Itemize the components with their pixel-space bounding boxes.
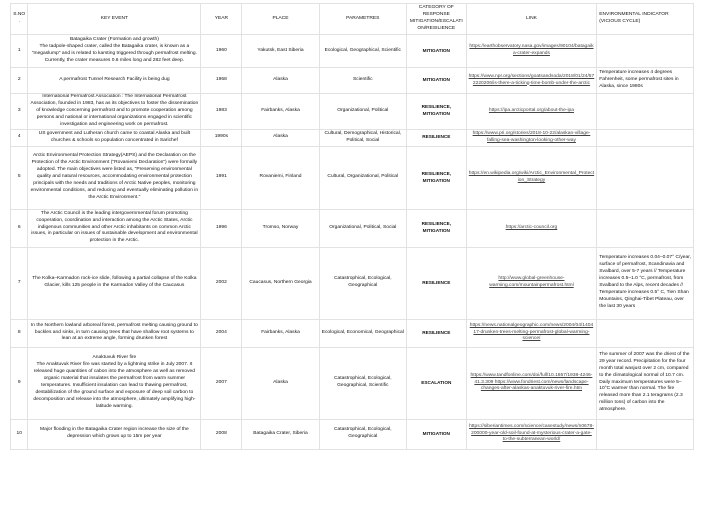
header-place: PLACE xyxy=(242,4,319,35)
table-row xyxy=(11,146,694,209)
parametres-cell: Ecological, Economical, Geographical xyxy=(319,319,406,347)
year-cell: 2004 xyxy=(201,319,242,347)
category-cell: MITIGATION xyxy=(406,68,466,94)
events-table xyxy=(10,3,694,450)
key-event-cell: Arctic Environmental Protection Strategy(AEPS) and the Declaration on the Protection of the Arctic Environment ("Rovaniemi Declaration") were formally adopted. The main objectives were listed as, "Preserving environmental quality and natural resources, accommodating environmental protection principals with the needs and traditions of Arctic Native peoples, monitoring environmental conditions, and reducing and eventually eliminating pollution in the Arctic Environment." xyxy=(28,146,201,209)
table-row xyxy=(11,68,694,94)
source-link[interactable]: https://siberiantimes.com/science/casestudy/news/n0678-200000-year-old-soil-found-at-mysterious-crater-a-gate-to-the-subterranean-world/ xyxy=(469,423,594,443)
place-cell: Alaska xyxy=(242,347,319,419)
parametres-cell: Ecological, Geographical, Scientific xyxy=(319,35,406,68)
table-row xyxy=(11,347,694,419)
header-key-event: KEY EVENT xyxy=(28,4,201,35)
parametres-cell: Organizational, Political, Social xyxy=(319,209,406,247)
source-link[interactable]: https://news.nationalgeographic.com/news/2004/04/140417-drunken-trees-melting-permafrost-global-warming-science/ xyxy=(469,322,594,342)
env-indicator-cell xyxy=(597,129,694,146)
year-cell: 1960 xyxy=(201,35,242,68)
sno-cell: 4 xyxy=(11,129,28,146)
table-row xyxy=(11,129,694,146)
env-indicator-cell: The summer of 2007 was the driest of the 29 year record. Precipitation for the four month total wasjust over 2 cm, compared to the climatological normal of 10.7 cm. Daily maximum temperatures were 5–10°C warmer than normal. The fire released more than 2.1 teragrams (2.3 million tons) of carbon into the atmosphere. xyxy=(597,347,694,419)
key-event-cell: The Kolka–Karmadon rock-ice slide, following a partial collapse of the Kolka Glacier, kills 125 people in the Karmadon Valley of the Caucasus xyxy=(28,247,201,319)
table-row xyxy=(11,94,694,130)
year-cell: 1968 xyxy=(201,68,242,94)
year-cell: 1983 xyxy=(201,94,242,130)
place-cell: Rovaniemi, Finland xyxy=(242,146,319,209)
category-cell: MITIGATION xyxy=(406,35,466,68)
header-year: YEAR xyxy=(201,4,242,35)
source-link[interactable]: https://www.npr.org/sections/goatsandsoda/2018/01/24/572220206/is-there-a-ticking-time-bomb-under-the-arctic xyxy=(468,73,595,86)
place-cell: Fairbanks, Alaska xyxy=(242,94,319,130)
env-indicator-cell: Temperature increases 4 degrees Fahrenheit, some permafrost sites in Alaska, since 1980s xyxy=(597,68,694,94)
key-event-cell: Major flooding in the Batagaika Crater region increase the size of the depression which grows up to 15m per year xyxy=(28,419,201,449)
year-cell: 2008 xyxy=(201,419,242,449)
header-link: LINK xyxy=(466,4,597,35)
table-row xyxy=(11,419,694,449)
source-link[interactable]: https://earthobservatory.nasa.gov/images/90104/batagaika-crater-expands xyxy=(469,44,594,56)
place-cell: Fairbanks, Alaska xyxy=(242,319,319,347)
env-indicator-cell xyxy=(597,319,694,347)
year-cell: 1996 xyxy=(201,209,242,247)
env-indicator-cell: Temperature increases 0.04–0.07° C/year, surface of permafrost, Scandinavia and Svalbard, over 5-7 years // Temperature increases 0.5–1.0 °C, permafrost, from Svalbard to the Alps, recent decades // Temperature increases 0.5° C, Tien Shan Mountains, Qinghai-Tibet Plateau, over the last 30 years xyxy=(597,247,694,319)
link-cell xyxy=(466,209,597,247)
key-event-cell: US government and Lutheran church came to coastal Alaska and built churches & schools so population concentrated in Sarichef xyxy=(28,129,201,146)
parametres-cell: Organizational, Political xyxy=(319,94,406,130)
category-cell: RESILIENCE, MITIGATION xyxy=(406,209,466,247)
parametres-cell: Catastrophical, Ecological, Geographical, Scientific xyxy=(319,347,406,419)
parametres-cell: Cultural, Demographical, Historical, Political, Social xyxy=(319,129,406,146)
category-cell: RESILIENCE xyxy=(406,247,466,319)
header-parametres: PARAMETRES xyxy=(319,4,406,35)
place-cell: Alaska xyxy=(242,68,319,94)
category-cell: RESILIENCE, MITIGATION xyxy=(406,146,466,209)
parametres-cell: Catastrophical, Ecological, Geographical xyxy=(319,419,406,449)
sno-cell: 1 xyxy=(11,35,28,68)
link-cell xyxy=(466,247,597,319)
place-cell: Tromso, Norway xyxy=(242,209,319,247)
category-cell: RESILIENCE, MITIGATION xyxy=(406,94,466,130)
year-cell: 1990s xyxy=(201,129,242,146)
sno-cell: 10 xyxy=(11,419,28,449)
link-cell xyxy=(466,94,597,130)
category-cell: ESCALATION xyxy=(406,347,466,419)
key-event-cell: International Permafrost Association : The International Permafrost Association, founded in 1983, has as its objectives to foster the dissemination of knowledge concerning permafrost and to promote cooperation among persons and national or international organizations engaged in scientific investigation and engineering work on permafrost. xyxy=(28,94,201,130)
sno-cell: 2 xyxy=(11,68,28,94)
year-cell: 2002 xyxy=(201,247,242,319)
year-cell: 2007 xyxy=(201,347,242,419)
header-sno: S.NO. xyxy=(11,4,28,35)
link-cell xyxy=(466,419,597,449)
source-link[interactable]: https://www.tandfonline.com/doi/full/10.1657/1938-4246-41.3.309 https://www.fondriest.com/news/landscape-changes-after-alaskas-anaktuvuk-river-fire.htm xyxy=(470,372,593,392)
link-cell xyxy=(466,146,597,209)
parametres-cell: Catastrophical, Ecological, Geographical xyxy=(319,247,406,319)
table-row xyxy=(11,319,694,347)
table-row xyxy=(11,35,694,68)
table-row xyxy=(11,209,694,247)
year-cell: 1991 xyxy=(201,146,242,209)
link-cell xyxy=(466,129,597,146)
category-cell: MITIGATION xyxy=(406,419,466,449)
key-event-cell: A permafrost Tunnel Research Facility is being dug xyxy=(28,68,201,94)
source-link[interactable]: https://en.wikipedia.org/wiki/Arctic_Environmental_Protection_Strategy xyxy=(468,170,595,183)
env-indicator-cell xyxy=(597,94,694,130)
link-cell xyxy=(466,35,597,68)
source-link[interactable]: https://www.pri.org/stories/2018-10-22/alaskan-village-falling-sea-washington-looking-other-way xyxy=(472,130,591,143)
link-cell xyxy=(466,319,597,347)
parametres-cell: Scientific xyxy=(319,68,406,94)
env-indicator-cell xyxy=(597,419,694,449)
key-event-cell: Anaktuvuk River fire The Anaktuvuk River fire was started by a lightning strike in July 2007. It released huge quantities of cabon into the atmosphere as well as removed organic material that insulates the permafrost from warm summer temperatures. Insufficient insulation can lead to thawing permafrost, destabilization of the ground surface and exposure of deep soil carbon to decomposition and release into the atmosphere, ultimately amplifying high-latitude warming. xyxy=(28,347,201,419)
place-cell: Batagaika Crater, Siberia xyxy=(242,419,319,449)
header-env-indicator: ENVIRONMENTAL INDICATOR (VICIOUS CYCLE) xyxy=(597,4,694,35)
place-cell: Alaska xyxy=(242,129,319,146)
source-link[interactable]: http://www.global-greenhouse-warming.com/mountainpermafrost.html xyxy=(489,276,574,289)
env-indicator-cell xyxy=(597,209,694,247)
category-cell: RESILIENCE xyxy=(406,129,466,146)
key-event-cell: The Arctic Council is the leading intergovernmental forum promoting cooperation, coordination and interaction among the Arctic States, Arctic indigenous communities and other Arctic inhabitants on common Arctic issues, in particular on issues of sustainable development and environmental protection in the Arctic. xyxy=(28,209,201,247)
sno-cell: 6 xyxy=(11,209,28,247)
sno-cell: 3 xyxy=(11,94,28,130)
place-cell: Yakutsk, East Siberia xyxy=(242,35,319,68)
sno-cell: 7 xyxy=(11,247,28,319)
key-event-cell: In the Northern lowland arboreal forest, permafrost melting causing ground to buckles and sinks, in turn causing trees that have shallow root systems to lean at an extreme angle, forming drunken forest xyxy=(28,319,201,347)
parametres-cell: Cultural, Organizational, Political xyxy=(319,146,406,209)
header-row xyxy=(11,4,694,35)
header-category: CATEGORY OF RESPONSE MITIGATION/ESCALATION/RESILIENCE xyxy=(406,4,466,35)
category-cell: RESILIENCE xyxy=(406,319,466,347)
env-indicator-cell xyxy=(597,146,694,209)
source-link[interactable]: https://arctic-council.org xyxy=(505,224,558,230)
sno-cell: 9 xyxy=(11,347,28,419)
sno-cell: 8 xyxy=(11,319,28,347)
source-link[interactable]: https://ipa.arcticportal.org/about-the-ipa xyxy=(488,107,574,113)
place-cell: Caucasus, Northern Georgia xyxy=(242,247,319,319)
table-row xyxy=(11,247,694,319)
link-cell xyxy=(466,347,597,419)
env-indicator-cell xyxy=(597,35,694,68)
link-cell xyxy=(466,68,597,94)
sno-cell: 5 xyxy=(11,146,28,209)
key-event-cell: Batagaika Crater (Formation and growth) The tadpole-shaped crater, called the Batagaika crater, is known as a "megaslump" and is related to karsting triggered through permafrost melting. Currently, the crater measures 0.6 miles long and 282 feet deep. xyxy=(28,35,201,68)
